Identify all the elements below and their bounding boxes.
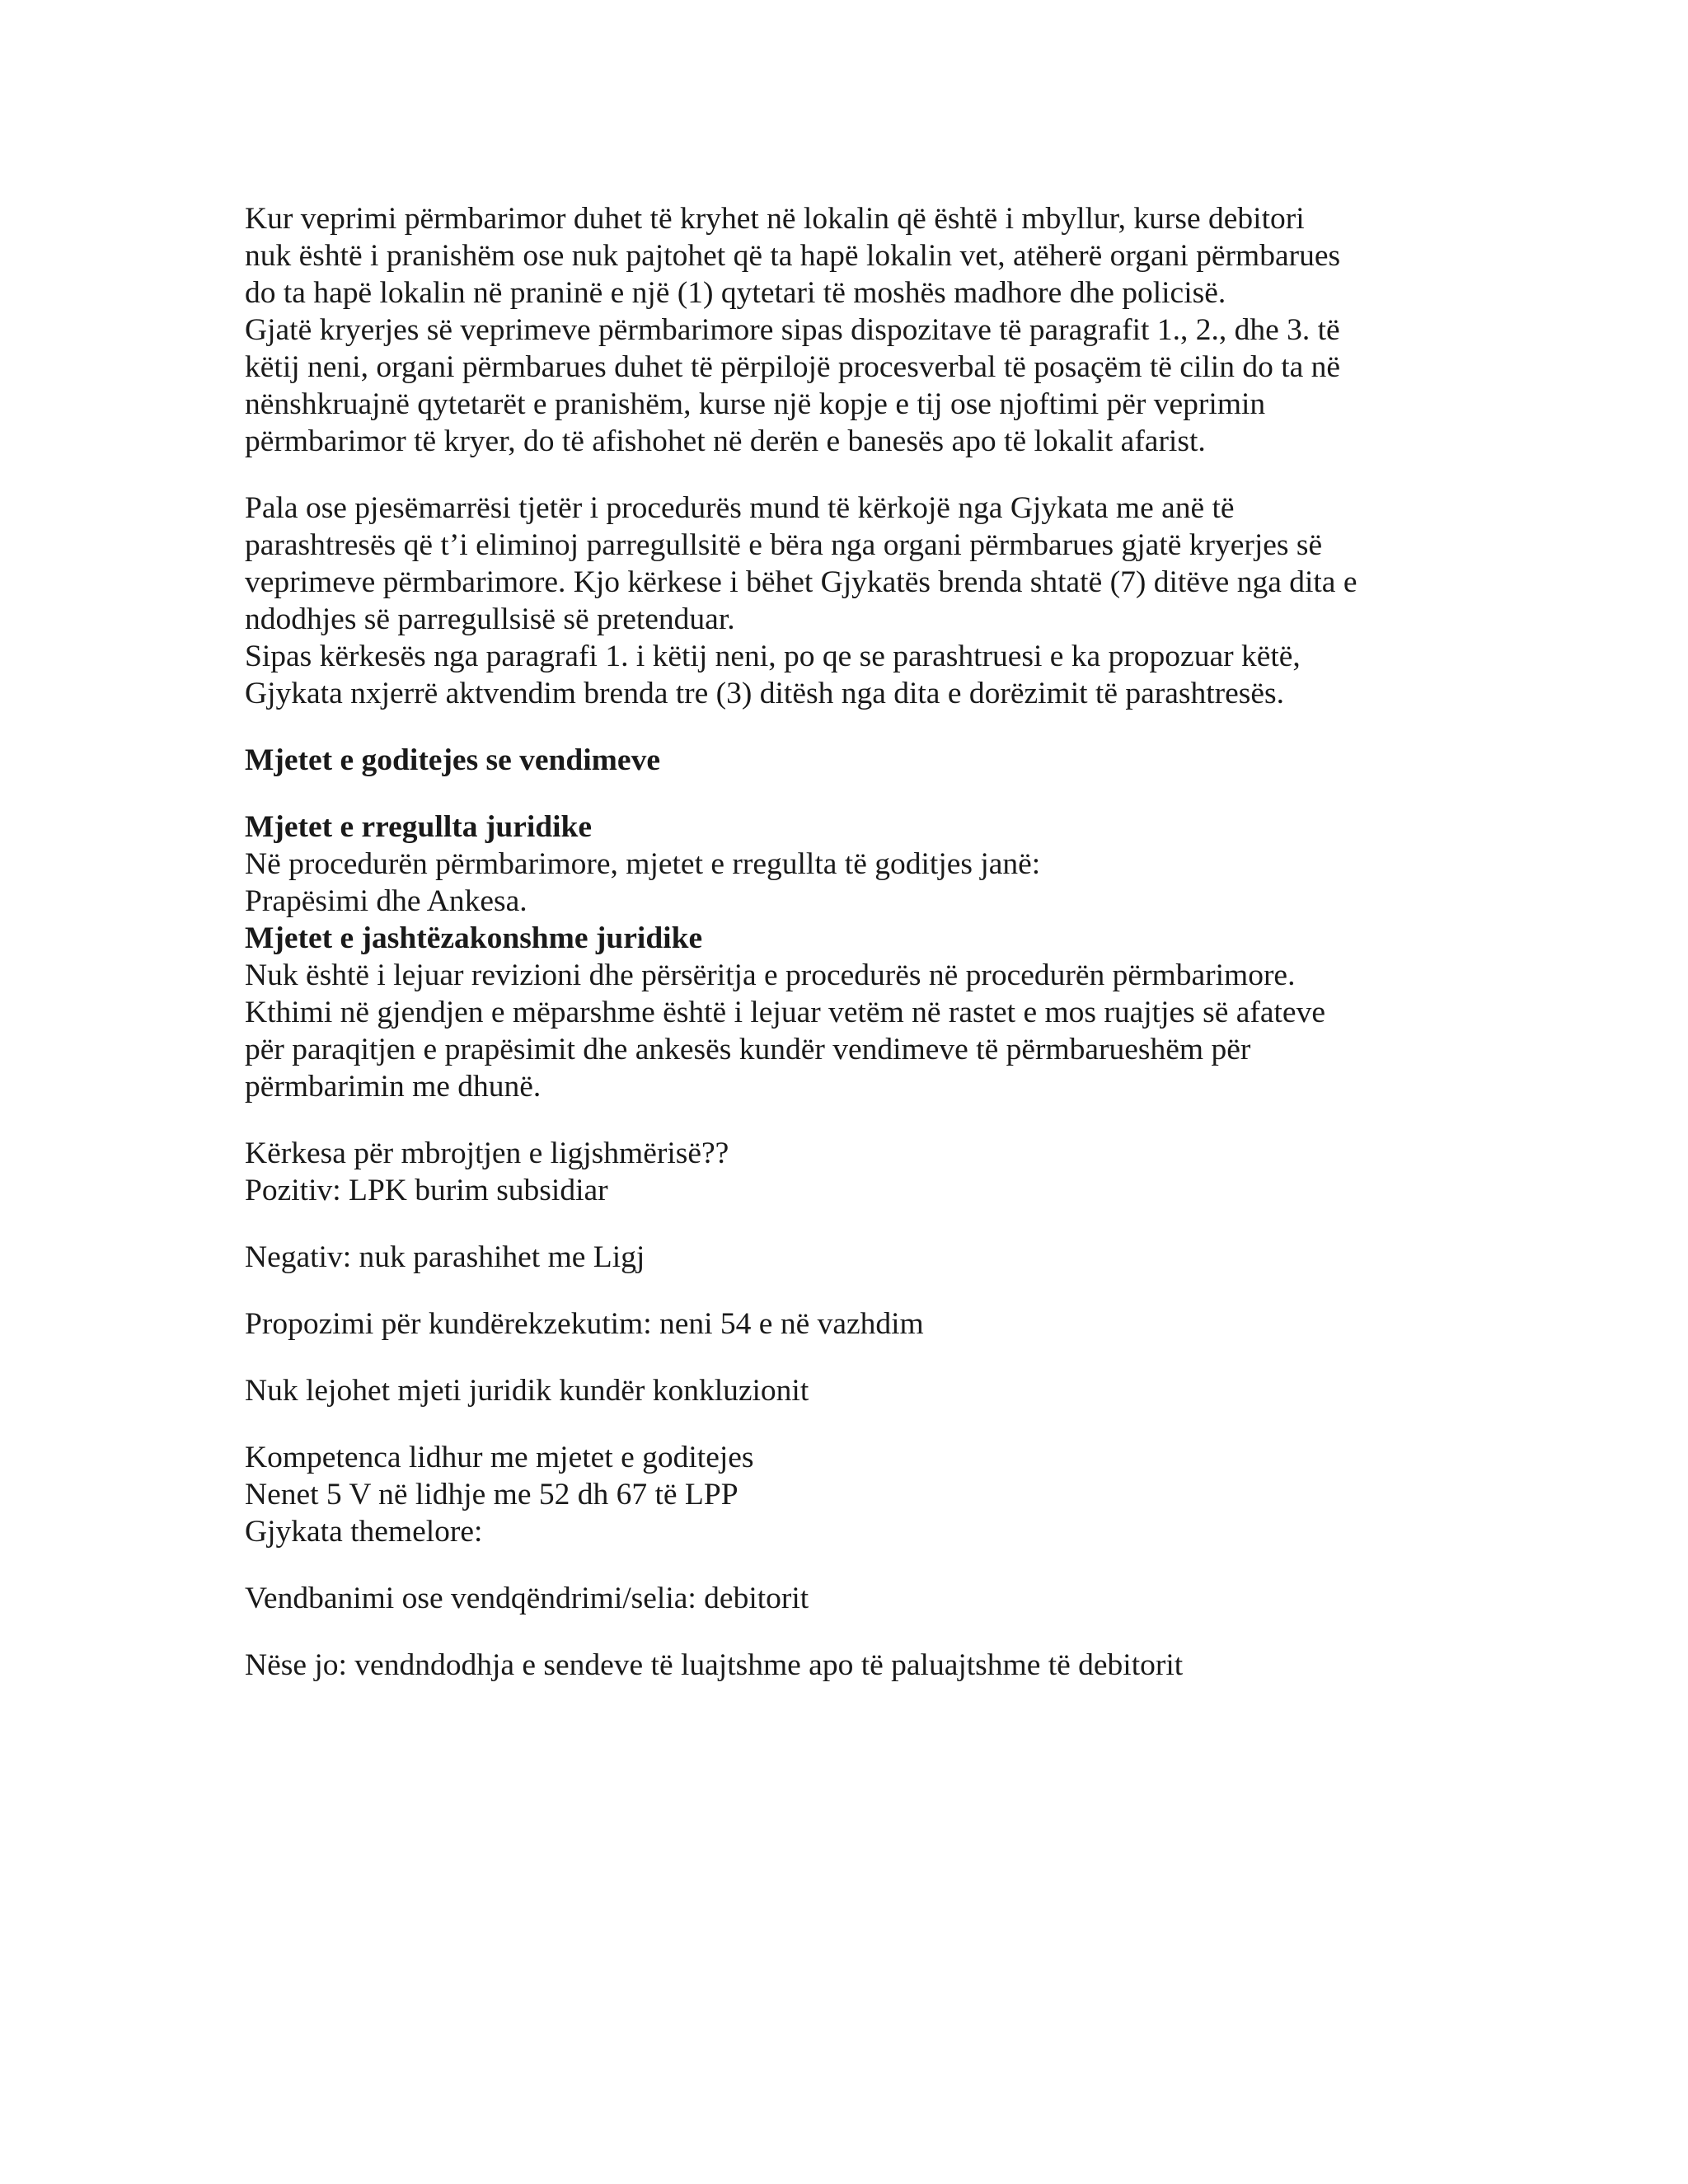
text-line: Prapësimi dhe Ankesa.	[245, 884, 528, 918]
paragraph-gap	[245, 1617, 1440, 1647]
text-line: Nëse jo: vendndodhja e sendeve të luajtshme apo të paluajtshme të debitorit	[245, 1648, 1184, 1682]
text-line: Kërkesa për mbrojtjen e ligjshmërisë??	[245, 1137, 729, 1170]
text-line: Nuk lejohet mjeti juridik kundër konkluzionit	[245, 1374, 809, 1408]
paragraph-irregularities	[245, 490, 1440, 712]
text-line: nënshkruajnë qytetarët e pranishëm, kurse një kopje e tij ose njoftimi për veprimin	[245, 387, 1266, 421]
paragraph-locked-premises	[245, 200, 1440, 460]
heading-regular-remedies: Mjetet e rregullta juridike	[245, 810, 593, 844]
paragraph-gap	[245, 712, 1440, 742]
text-line: Kur veprimi përmbarimor duhet të kryhet në lokalin që është i mbyllur, kurse debitori	[245, 202, 1305, 236]
paragraph-gap	[245, 1105, 1440, 1135]
text-line: Në procedurën përmbarimore, mjetet e rregullta të goditjes janë:	[245, 847, 1041, 881]
text-line: Gjatë kryerjes së veprimeve përmbarimore sipas dispozitave të paragrafit 1., 2., dhe 3. të	[245, 313, 1340, 347]
text-line: Kompetenca lidhur me mjetet e goditejes	[245, 1441, 754, 1474]
text-line: përmbarimor të kryer, do të afishohet në derën e banesës apo të lokalit afarist.	[245, 424, 1206, 458]
text-line: Negativ: nuk parashihet me Ligj	[245, 1240, 645, 1274]
text-line: veprimeve përmbarimore. Kjo kërkese i bëhet Gjykatës brenda shtatë (7) ditëve nga dita e	[245, 565, 1357, 599]
paragraph-gap	[245, 1276, 1440, 1305]
text-line: Nuk është i lejuar revizioni dhe përsëritja e procedurës në procedurën përmbarimore.	[245, 958, 1296, 992]
text-line: përmbarimin me dhunë.	[245, 1070, 542, 1104]
text-line: Pala ose pjesëmarrësi tjetër i procedurës mund të kërkojë nga Gjykata me anë të	[245, 491, 1235, 525]
paragraph-gap	[245, 460, 1440, 490]
text-line: Propozimi për kundërekzekutim: neni 54 e në vazhdim	[245, 1307, 924, 1341]
paragraph-gap	[245, 1550, 1440, 1580]
paragraph-gap	[245, 1343, 1440, 1372]
document-body	[245, 200, 1440, 1684]
text-line: për paraqitjen e prapësimit dhe ankesës kundër vendimeve të përmbarueshëm për	[245, 1033, 1251, 1066]
text-line: Gjykata themelore:	[245, 1515, 483, 1549]
heading-extraordinary-remedies: Mjetet e jashtëzakonshme juridike	[245, 921, 703, 955]
paragraph-gap	[245, 779, 1440, 808]
text-line: Pozitiv: LPK burim subsidiar	[245, 1174, 608, 1207]
text-line: parashtresës që t’i eliminoj parregullsitë e bëra nga organi përmbarues gjatë kryerjes së	[245, 528, 1323, 562]
text-line: nuk është i pranishëm ose nuk pajtohet që ta hapë lokalin vet, atëherë organi përmbarues	[245, 239, 1341, 273]
text-line: Gjykata nxjerrë aktvendim brenda tre (3) ditësh nga dita e dorëzimit të parashtresës.	[245, 677, 1284, 710]
text-line: Vendbanimi ose vendqëndrimi/selia: debitorit	[245, 1582, 809, 1615]
heading-remedies: Mjetet e goditejes se vendimeve	[245, 743, 660, 777]
paragraph-gap	[245, 1409, 1440, 1439]
text-line: Kthimi në gjendjen e mëparshme është i lejuar vetëm në rastet e mos ruajtjes së afateve	[245, 996, 1325, 1029]
text-line: do ta hapë lokalin në praninë e një (1) qytetari të moshës madhore dhe policisë.	[245, 276, 1226, 310]
paragraph-gap	[245, 1209, 1440, 1239]
text-line: ndodhjes së parregullsisë së pretenduar.	[245, 602, 735, 636]
text-line: Nenet 5 V në lidhje me 52 dh 67 të LPP	[245, 1478, 738, 1511]
text-line: Sipas kërkesës nga paragrafi 1. i këtij neni, po qe se parashtruesi e ka propozuar këtë,	[245, 640, 1301, 673]
text-line: këtij neni, organi përmbarues duhet të përpilojë procesverbal të posaçëm të cilin do ta në	[245, 350, 1341, 384]
